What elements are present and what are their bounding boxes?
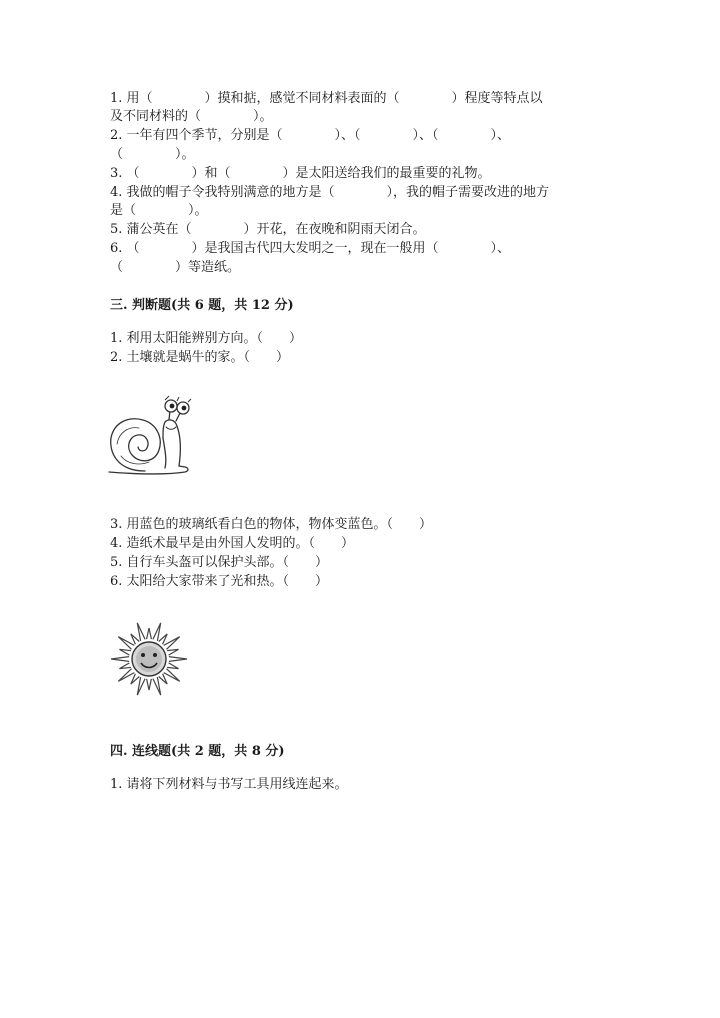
sun-ray [169, 657, 187, 662]
section-heading-matching: 四. 连线题(共 2 题，共 8 分) [110, 744, 285, 759]
sun-ray [131, 674, 140, 684]
fill-blank-item-6-cont: （ ）等造纸。 [110, 260, 241, 275]
sun-illustration [108, 618, 190, 700]
sun-ray [120, 649, 131, 655]
sun-ray [159, 674, 168, 684]
snail-illustration [105, 392, 200, 482]
judgment-item-2: 2. 土壤就是蜗牛的家。（ ） [110, 350, 290, 365]
fill-blank-item-3: 3. （ ）和（ ）是太阳送给我们的最重要的礼物。 [110, 166, 491, 181]
sun-ray [131, 634, 140, 644]
sun-ray [118, 637, 134, 650]
sun-ray [153, 677, 161, 695]
sun-ray [118, 669, 134, 682]
sun-ray [164, 637, 180, 650]
sun-ray [111, 657, 129, 662]
sun-ray [167, 649, 178, 655]
fill-blank-item-4: 4. 我做的帽子令我特别满意的地方是（ ），我的帽子需要改进的地方 [110, 185, 550, 200]
judgment-item-6: 6. 太阳给大家带来了光和热。（ ） [110, 574, 329, 589]
fill-blank-item-2: 2. 一年有四个季节，分别是（ ）、（ ）、（ ）、 [110, 128, 511, 143]
judgment-item-4: 4. 造纸术最早是由外国人发明的。（ ） [110, 536, 355, 551]
judgment-item-3: 3. 用蓝色的玻璃纸看白色的物体，物体变蓝色。（ ） [110, 517, 433, 532]
sun-ray [167, 663, 178, 669]
fill-blank-item-1-cont: 及不同材料的（ ）。 [110, 109, 273, 124]
matching-item-1: 1. 请将下列材料与书写工具用线连起来。 [110, 777, 348, 792]
fill-blank-item-4-cont: 是（ ）。 [110, 203, 208, 218]
sun-ray [147, 679, 152, 690]
sun-ray [153, 623, 161, 641]
judgment-item-5: 5. 自行车头盔可以保护头部。（ ） [110, 555, 329, 570]
fill-blank-item-6: 6. （ ）是我国古代四大发明之一，现在一般用（ ）、 [110, 241, 511, 256]
sun-ray [164, 669, 180, 682]
section-heading-judgment: 三. 判断题(共 6 题，共 12 分) [110, 298, 294, 313]
judgment-item-1: 1. 利用太阳能辨别方向。（ ） [110, 331, 303, 346]
sun-ray [159, 634, 168, 644]
sun-ray [137, 623, 145, 641]
fill-blank-item-5: 5. 蒲公英在（ ）开花，在夜晚和阴雨天闭合。 [110, 222, 426, 237]
fill-blank-item-1: 1. 用（ ）摸和掂，感觉不同材料表面的（ ）程度等特点以 [110, 91, 543, 106]
sun-ray [147, 628, 152, 639]
sun-ray [137, 677, 145, 695]
fill-blank-item-2-cont: （ ）。 [110, 147, 195, 162]
sun-ray [120, 663, 131, 669]
